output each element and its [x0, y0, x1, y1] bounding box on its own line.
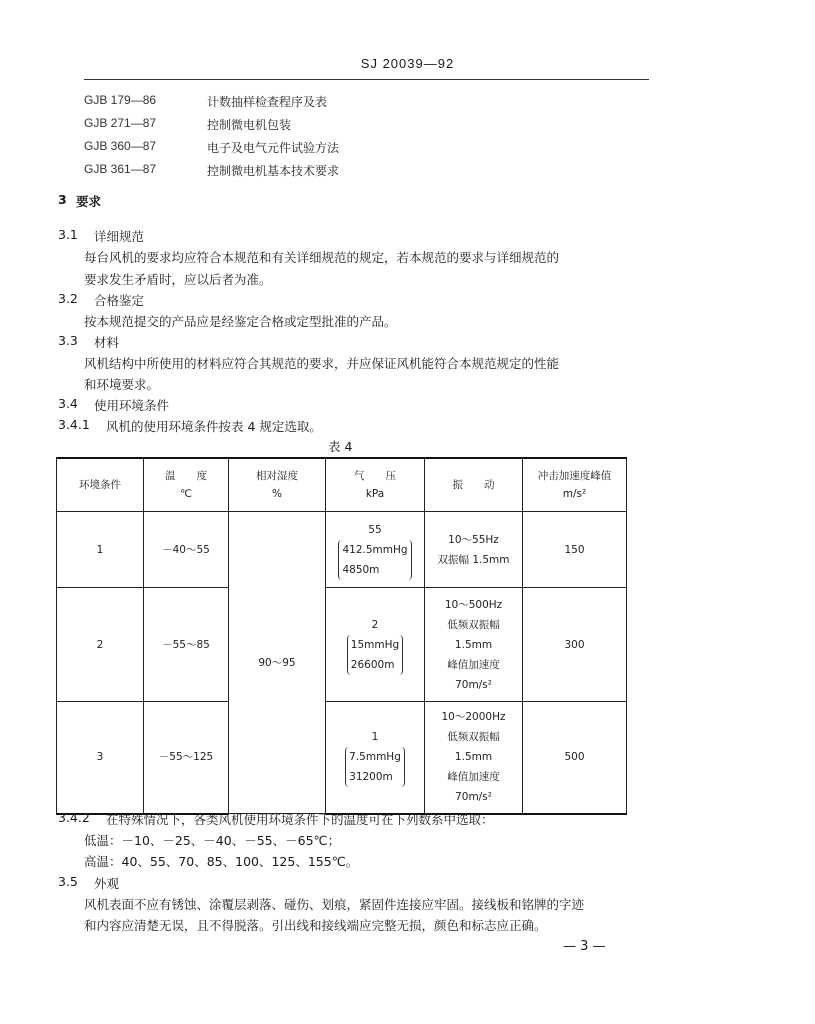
reference-title: 电子及电气元件试验方法 — [207, 141, 340, 155]
reference-title: 计数抽样检查程序及表 — [207, 95, 328, 109]
reference-title: 控制微电机包装 — [207, 118, 292, 132]
section-3-1-number: 3.1 — [58, 227, 78, 242]
pressure-kpa: 55 — [368, 523, 382, 536]
section-3-1-title: 详细规范 — [94, 229, 145, 244]
low-temperature-series: 低温：－10、－25、－40、－55、－65℃； — [84, 833, 341, 848]
section-3-3-number: 3.3 — [58, 333, 78, 348]
section-3-4-2-text: 在特殊情况下，各类风机使用环境条件下的温度可在下列数系中选取： — [106, 812, 494, 827]
section-3-1-text-line1: 每台风机的要求均应符合本规范和有关详细规范的规定，若本规范的要求与详细规范的 — [84, 250, 560, 265]
cell-pressure — [326, 588, 425, 702]
cell-condition: 1 — [57, 512, 144, 588]
table-header-row — [57, 458, 627, 512]
section-3-4-title: 使用环境条件 — [94, 398, 170, 413]
section-3-5-text-line2: 和内容应清楚无误，且不得脱落。引出线和接线端应完整无损，颜色和标志应正确。 — [84, 918, 547, 933]
cell-condition: 3 — [57, 702, 144, 814]
cell-shock: 300 — [523, 588, 627, 702]
reference-code: GJB 361—87 — [84, 162, 157, 176]
pressure-brace: 15mmHg 26600m — [347, 635, 403, 675]
reference-code: GJB 271—87 — [84, 116, 157, 130]
section-3-4-number: 3.4 — [58, 396, 78, 411]
page-number: — 3 — — [563, 939, 606, 954]
high-temperature-series: 高温：40、55、70、85、100、125、155℃。 — [84, 854, 359, 869]
reference-title: 控制微电机基本技术要求 — [207, 164, 340, 178]
section-3-2-text: 按本规范提交的产品应是经鉴定合格或定型批准的产品。 — [84, 314, 397, 329]
cell-condition: 2 — [57, 588, 144, 702]
header-temperature: 温 度 ℃ — [144, 458, 229, 512]
section-3-number: 3 — [58, 192, 67, 207]
section-3-1-text-line2: 要求发生矛盾时，应以后者为准。 — [84, 272, 272, 287]
section-3-4-1-number: 3.4.1 — [58, 417, 90, 432]
header-rule — [84, 79, 649, 80]
section-3-2-number: 3.2 — [58, 291, 78, 306]
section-3-4-2-number: 3.4.2 — [58, 810, 90, 825]
pressure-brace: 412.5mmHg 4850m — [338, 540, 411, 580]
section-3-3-text-line2: 和环境要求。 — [84, 377, 160, 392]
cell-vibration: 10～500Hz 低频双振幅 1.5mm 峰值加速度 70m/s² — [425, 588, 523, 702]
cell-pressure — [326, 512, 425, 588]
header-vibration: 振 动 — [425, 458, 523, 512]
cell-temperature: －55～85 — [144, 588, 229, 702]
document-code-header: SJ 20039—92 — [360, 56, 455, 71]
cell-temperature: －55～125 — [144, 702, 229, 814]
section-3-5-text-line1: 风机表面不应有锈蚀、涂覆层剥落、碰伤、划痕，紧固件连接应牢固。接线板和铭牌的字迹 — [84, 897, 585, 912]
table-caption: 表 4 — [328, 439, 353, 454]
table-row — [57, 588, 627, 702]
cell-pressure — [326, 702, 425, 814]
pressure-kpa: 2 — [371, 618, 379, 631]
section-3-5-number: 3.5 — [58, 874, 78, 889]
pressure-kpa: 1 — [371, 731, 379, 744]
cell-vibration: 10～55Hz 双振幅 1.5mm — [425, 512, 523, 588]
cell-shock: 150 — [523, 512, 627, 588]
environment-conditions-table — [56, 457, 627, 815]
header-humidity: 相对湿度 % — [229, 458, 326, 512]
cell-temperature: －40～55 — [144, 512, 229, 588]
table-row — [57, 702, 627, 814]
cell-humidity: 90～95 — [229, 512, 326, 814]
header-pressure: 气 压 kPa — [326, 458, 425, 512]
cell-vibration: 10～2000Hz 低频双振幅 1.5mm 峰值加速度 70m/s² — [425, 702, 523, 814]
section-3-2-title: 合格鉴定 — [94, 293, 145, 308]
section-3-4-1-text: 风机的使用环境条件按表 4 规定选取。 — [106, 419, 322, 434]
header-shock: 冲击加速度峰值 m/s² — [523, 458, 627, 512]
section-3-5-title: 外观 — [94, 876, 120, 891]
section-3-title: 要求 — [76, 194, 102, 209]
section-3-3-title: 材料 — [94, 335, 120, 350]
cell-shock: 500 — [523, 702, 627, 814]
table-row — [57, 512, 627, 588]
pressure-brace: 7.5mmHg 31200m — [345, 747, 405, 787]
section-3-3-text-line1: 风机结构中所使用的材料应符合其规范的要求，并应保证风机能符合本规范规定的性能 — [84, 356, 560, 371]
reference-code: GJB 360—87 — [84, 139, 157, 153]
header-env-condition: 环境条件 — [57, 458, 144, 512]
reference-code: GJB 179—86 — [84, 93, 157, 107]
